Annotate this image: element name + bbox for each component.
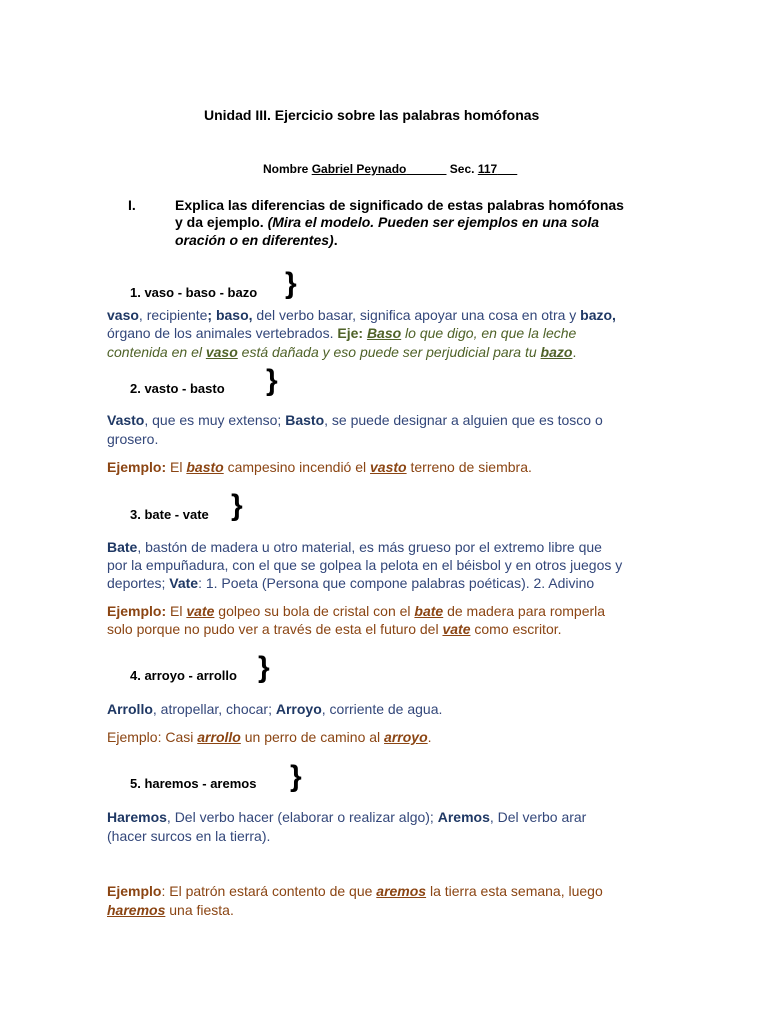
item-1-def-line-2 — [107, 324, 576, 343]
text: la tierra esta semana, luego — [426, 883, 603, 899]
name-label: Nombre — [263, 162, 309, 176]
example-label: Ejemplo: — [107, 603, 167, 619]
item-3-def-line-1 — [107, 538, 602, 557]
text: de madera para romperla — [443, 603, 606, 619]
section-roman: I. — [128, 197, 136, 213]
item-5-example-line-2 — [107, 901, 234, 920]
text: : 1. Poeta (Persona que compone palabras poéticas). 2. Adivino — [198, 575, 595, 591]
sec-label: Sec. — [449, 162, 475, 176]
example-text: lo que digo, en que la leche — [401, 325, 577, 341]
item-2-heading: 2. vasto - basto — [130, 381, 225, 396]
item-5-brace: } — [290, 760, 302, 793]
example-word: vate — [186, 603, 215, 619]
term: Basto — [285, 412, 325, 428]
example-text: está dañada y eso puede ser perjudicial para tu — [237, 344, 541, 360]
example-word: aremos — [376, 883, 427, 899]
text: : El patrón estará contento de que — [161, 883, 377, 899]
example-word: arrollo — [197, 729, 241, 745]
item-5-heading: 5. haremos - aremos — [130, 776, 257, 791]
text: una fiesta. — [165, 902, 234, 918]
text: , que es muy extenso; — [144, 412, 286, 428]
text: un perro de camino al — [240, 729, 385, 745]
text: terreno de siembra. — [406, 459, 532, 475]
text: campesino incendió el — [223, 459, 371, 475]
text: , corriente de agua. — [321, 701, 443, 717]
example-text: contenida en el — [107, 344, 206, 360]
example-word: bate — [414, 603, 444, 619]
text: , recipiente — [138, 307, 208, 323]
term: bazo, — [580, 307, 616, 323]
text: , Del verbo hacer (elaborar o realizar algo); — [166, 809, 438, 825]
text: , bastón de madera u otro material, es más grueso por el extremo libre que — [137, 539, 602, 555]
instruction-italic: (Mira el modelo. Pueden ser ejemplos en una sola — [267, 214, 600, 230]
text: El — [166, 603, 187, 619]
term: ; baso, — [207, 307, 253, 323]
item-2-def-line-1 — [107, 411, 603, 430]
text: golpeo su bola de cristal con el — [214, 603, 415, 619]
text: del verbo basar, significa apoyar una cosa en otra y — [252, 307, 581, 323]
term: Vate — [169, 575, 199, 591]
example-label: Eje: — [337, 325, 364, 341]
text: , atropellar, chocar; — [152, 701, 276, 717]
instruction-line-1: Explica las diferencias de significado de estas palabras homófonas — [175, 197, 624, 213]
item-1-def-line-3 — [107, 343, 576, 362]
term: Bate — [107, 539, 138, 555]
text: órgano de los animales vertebrados. — [107, 325, 338, 341]
period: . — [427, 729, 432, 745]
period: . — [572, 344, 577, 360]
item-5-example-line-1 — [107, 882, 603, 901]
term: Vasto — [107, 412, 145, 428]
item-3-example-line-1 — [107, 602, 605, 621]
page-title: Unidad III. Ejercicio sobre las palabras homófonas — [204, 107, 540, 123]
example-word: vasto — [370, 459, 407, 475]
term: Aremos — [437, 809, 490, 825]
example-label: Ejemplo: — [107, 459, 167, 475]
instruction-italic: oración o en diferentes) — [175, 232, 334, 248]
text: , se puede designar a alguien que es tosco o — [324, 412, 603, 428]
item-2-example — [107, 458, 532, 477]
sec-value: 117 — [477, 162, 498, 176]
text: solo porque no pudo ver a través de esta el futuro del — [107, 621, 443, 637]
text: El — [166, 459, 187, 475]
term: Arrollo — [107, 701, 153, 717]
example-label: Ejemplo — [107, 883, 162, 899]
text: como escritor. — [470, 621, 562, 637]
example-word: bazo — [540, 344, 573, 360]
term: vaso — [107, 307, 139, 323]
example-word: haremos — [107, 902, 166, 918]
item-5-def-line-1 — [107, 808, 586, 827]
text: , Del verbo arar — [489, 809, 587, 825]
example-word: basto — [186, 459, 224, 475]
item-1-heading: 1. vaso - baso - bazo — [130, 285, 258, 300]
item-3-heading: 3. bate - vate — [130, 507, 209, 522]
item-2-brace: } — [266, 364, 278, 397]
instruction-text: y da ejemplo. — [175, 214, 268, 230]
item-5-def-line-2: (hacer surcos en la tierra). — [107, 828, 271, 844]
term: Arroyo — [275, 701, 322, 717]
item-3-brace: } — [231, 489, 243, 522]
item-1-brace: } — [285, 267, 297, 300]
example-word: arroyo — [384, 729, 428, 745]
name-value: Gabriel Peynado — [311, 162, 407, 176]
item-1-def-line-1 — [107, 306, 616, 325]
instruction-line-2 — [175, 214, 599, 230]
item-3-def-line-2: por la empuñadura, con el que se golpea la pelota en el béisbol y en otros juegos y — [107, 557, 623, 573]
name-blank: ______ — [406, 162, 447, 176]
item-4-brace: } — [258, 651, 270, 684]
term: Haremos — [107, 809, 167, 825]
item-2-def-line-2: grosero. — [107, 431, 159, 447]
text: deportes; — [107, 575, 170, 591]
name-line — [263, 162, 517, 176]
item-4-example — [107, 728, 432, 747]
item-4-def-line-1 — [107, 700, 442, 719]
example-word: vaso — [205, 344, 238, 360]
item-3-def-line-3 — [107, 574, 594, 593]
item-4-heading: 4. arroyo - arrollo — [130, 668, 237, 683]
instruction-line-3 — [175, 232, 338, 248]
text: Ejemplo: Casi — [107, 729, 198, 745]
example-word: vate — [442, 621, 471, 637]
example-word: Baso — [366, 325, 402, 341]
instruction-period: . — [333, 232, 338, 248]
sec-blank: ___ — [497, 162, 518, 176]
item-3-example-line-2 — [107, 620, 562, 639]
